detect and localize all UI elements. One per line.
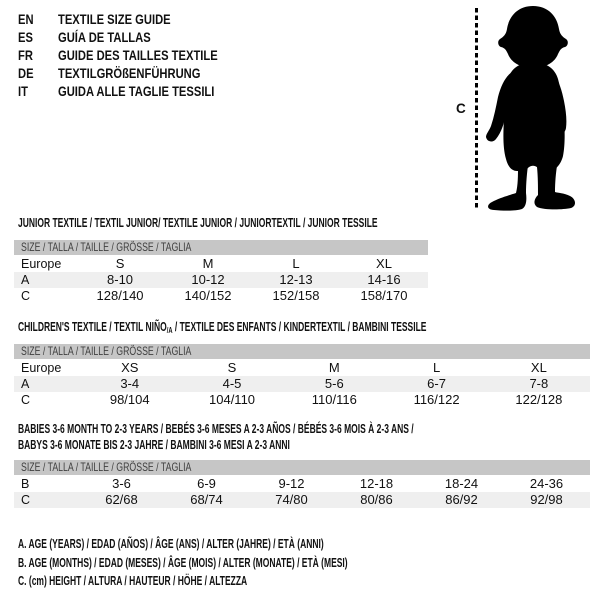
lang-row-fr <box>18 46 268 64</box>
guide-title: TEXTILGRÖßENFÜHRUNG <box>58 65 201 81</box>
height-dashed-line <box>475 8 478 210</box>
baby-right-leg <box>534 166 575 209</box>
size-cell: XL <box>376 256 392 271</box>
size-bar-header: SIZE / TALLA / TAILLE / GRÖSSE / TAGLIA <box>14 240 428 255</box>
age-cell: 6-7 <box>427 376 446 391</box>
table-row-age <box>14 272 428 288</box>
height-cell: 86/92 <box>445 492 478 507</box>
lang-code: ES <box>18 29 33 45</box>
age-cell: 18-24 <box>444 476 479 491</box>
row-label: Europe <box>21 257 62 271</box>
table-row-height <box>14 492 590 508</box>
lang-code: DE <box>18 65 34 81</box>
lang-row-es <box>18 28 268 46</box>
lang-code: EN <box>18 11 34 27</box>
lang-row-de <box>18 64 268 82</box>
age-cell: 3-6 <box>112 476 131 491</box>
row-label: C <box>21 289 31 303</box>
baby-left-leg <box>488 165 528 211</box>
table-row-age <box>14 376 590 392</box>
height-cell: 152/158 <box>272 288 320 303</box>
size-cell: XL <box>530 360 547 375</box>
height-cell: 116/122 <box>413 392 460 407</box>
height-cell: 92/98 <box>530 492 563 507</box>
size-cell: M <box>328 360 340 375</box>
baby-head <box>498 6 568 68</box>
height-cell: 128/140 <box>96 288 144 303</box>
age-cell: 12-13 <box>279 272 313 287</box>
height-cell: 140/152 <box>184 288 232 303</box>
age-cell: 9-12 <box>278 476 305 491</box>
height-cell: 74/80 <box>275 492 308 507</box>
size-cell: L <box>292 256 300 271</box>
age-cell: 3-4 <box>120 376 140 391</box>
height-cell: 62/68 <box>105 492 138 507</box>
size-cell: S <box>227 360 237 375</box>
lang-row-it <box>18 82 268 100</box>
size-cell: M <box>202 256 214 271</box>
row-label: B <box>21 477 30 491</box>
height-measure-label: C <box>456 101 466 116</box>
section-title-junior: JUNIOR TEXTILE / TEXTIL JUNIOR/ TEXTILE JUNIOR / JUNIORTEXTIL / JUNIOR TESSILE <box>18 216 378 230</box>
language-title-list <box>18 10 268 100</box>
height-cell: 122/128 <box>515 392 563 407</box>
age-cell: 5-6 <box>324 376 344 391</box>
height-cell: 110/116 <box>311 392 357 407</box>
legend-footnotes <box>18 535 503 591</box>
babies-size-table <box>14 460 590 508</box>
table-row-europe <box>14 256 428 272</box>
row-label: C <box>21 393 31 407</box>
lang-code: IT <box>18 83 28 99</box>
size-bar-header: SIZE / TALLA / TAILLE / GRÖSSE / TAGLIA <box>14 344 590 359</box>
row-label: Europe <box>21 361 62 375</box>
row-label: A <box>21 273 30 287</box>
age-cell: 12-18 <box>359 476 394 491</box>
height-cell: 158/170 <box>360 288 408 303</box>
age-cell: 7-8 <box>529 376 549 391</box>
table-row-height <box>14 288 428 304</box>
age-cell: 24-36 <box>529 476 564 491</box>
lang-code: FR <box>18 47 33 63</box>
section-title-children: CHILDREN'S TEXTILE / TEXTIL $NIÑO_{/A}$ / TEXTILE DES ENFANTS / KINDERTEXTIL / BAMBINI TESSILE <box>18 320 427 336</box>
age-cell: 14-16 <box>367 272 401 287</box>
table-row-height <box>14 392 590 408</box>
subscript-a: /A <box>166 325 173 336</box>
age-cell: 4-5 <box>222 376 242 391</box>
size-cell: XS <box>121 360 139 375</box>
guide-title: GUÍA DE TALLAS <box>58 29 151 45</box>
children-size-table <box>14 344 590 408</box>
size-cell: S <box>115 256 125 271</box>
junior-size-table <box>14 240 428 304</box>
lang-row-en <box>18 10 268 28</box>
size-cell: L <box>432 360 441 375</box>
age-cell: 10-12 <box>191 272 225 287</box>
table-row-europe <box>14 360 590 376</box>
height-cell: 98/104 <box>109 392 150 407</box>
height-cell: 80/86 <box>360 492 393 507</box>
footnote-height: C. (cm) HEIGHT / ALTURA / HAUTEUR / HÖHE / ALTEZZA <box>18 574 248 588</box>
footnote-age-months: B. AGE (MONTHS) / EDAD (MESES) / ÂGE (MOIS) / ALTER (MONATE) / ETÀ (MESI) <box>18 555 348 570</box>
toddler-silhouette-image <box>481 4 587 212</box>
row-label: C <box>21 493 31 507</box>
age-cell: 8-10 <box>107 272 134 287</box>
row-label: A <box>21 377 30 391</box>
size-bar-header: SIZE / TALLA / TAILLE / GRÖSSE / TAGLIA <box>14 460 590 475</box>
footnote-age-years: A. AGE (YEARS) / EDAD (AÑOS) / ÂGE (ANS) / ALTER (JAHRE) / ETÀ (ANNI) <box>18 537 324 551</box>
guide-title: GUIDE DES TAILLES TEXTILE <box>58 47 218 63</box>
guide-title: TEXTILE SIZE GUIDE <box>58 11 171 27</box>
guide-title: GUIDA ALLE TAGLIE TESSILI <box>58 83 215 99</box>
section-title-babies: BABIES 3-6 MONTH TO 2-3 YEARS / BEBÉS 3-6 MESES A 2-3 AÑOS / BÉBÉS 3-6 MOIS À 2-3 ANS / BABYS 3-6 MONATE BIS 2-3 JAHRE / BAMBINI 3-6 MESI A 2-3 ANNI <box>18 422 414 452</box>
table-row-age-months <box>14 476 590 492</box>
age-cell: 6-9 <box>197 476 216 491</box>
height-cell: 104/110 <box>209 392 256 407</box>
height-cell: 68/74 <box>190 492 223 507</box>
